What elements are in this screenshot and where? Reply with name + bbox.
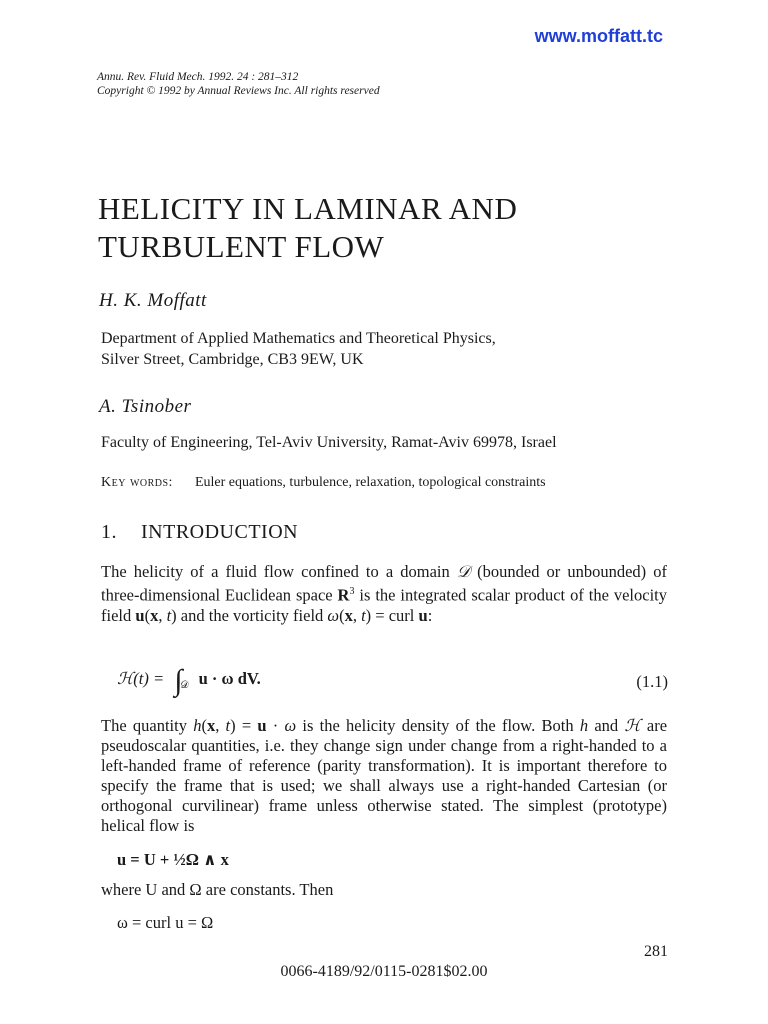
equation-number: (1.1) [636, 672, 668, 691]
affiliation-1 [101, 328, 496, 370]
section-title: INTRODUCTION [141, 521, 299, 543]
page-number: 281 [644, 943, 668, 960]
article-code: 0066-4189/92/0115-0281$02.00 [280, 963, 488, 980]
equation-prototype-flow: u = U + ½Ω ∧ x [117, 850, 229, 869]
keywords [101, 475, 546, 491]
affiliation-1-line-2: Silver Street, Cambridge, CB3 9EW, UK [101, 351, 364, 368]
affiliation-1-line-1: Department of Applied Mathematics and Theoretical Physics, [101, 330, 496, 347]
article-title [98, 190, 658, 266]
paragraph-3: where U and Ω are constants. Then [101, 880, 334, 899]
integral-sign: ∫ [174, 664, 183, 697]
affiliation-2: Faculty of Engineering, Tel-Aviv University, Ramat-Aviv 69978, Israel [101, 434, 557, 451]
paragraph-2: The quantity h(x, t) = u · ω is the helicity density of the flow. Both h and ℋ are pseudoscalar quantities, i.e. they change sign under change from a right-handed to a left-handed frame of reference (parity transformation). It is important therefore to specify the frame that is used; we shall always use a right-handed Cartesian (or orthogonal curvilinear) frame unless otherwise stated. The simplest (prototype) helical flow is [101, 716, 668, 835]
keywords-label: Key words: [101, 475, 173, 490]
equation-1-1: ℋ(t) = $\int_𝒟$ u · ω dV. [117, 664, 261, 697]
citation [97, 70, 380, 98]
site-link[interactable]: www.moffatt.tc [534, 26, 663, 46]
title-line-2: TURBULENT FLOW [98, 229, 385, 264]
citation-line-2: Copyright © 1992 by Annual Reviews Inc. All rights reserved [97, 85, 380, 97]
paragraph-1: The helicity of a fluid flow confined to a domain 𝒟 (bounded or unbounded) of three-dimensional Euclidean space $R^3$ is the integrated scalar product of the velocity field u(x, t) and the vorticity field ω(x, t) = curl u: [101, 562, 668, 625]
keywords-list: Euler equations, turbulence, relaxation, topological constraints [194, 475, 546, 490]
citation-line-1: Annu. Rev. Fluid Mech. 1992. 24 : 281–312 [97, 71, 299, 83]
author-2: A. Tsinober [99, 396, 192, 417]
title-line-1: HELICITY IN LAMINAR AND [98, 191, 518, 226]
author-1: H. K. Moffatt [99, 290, 207, 311]
equation-vorticity: ω = curl u = Ω [117, 913, 214, 932]
section-heading [101, 521, 298, 544]
section-number: 1. [101, 521, 117, 543]
